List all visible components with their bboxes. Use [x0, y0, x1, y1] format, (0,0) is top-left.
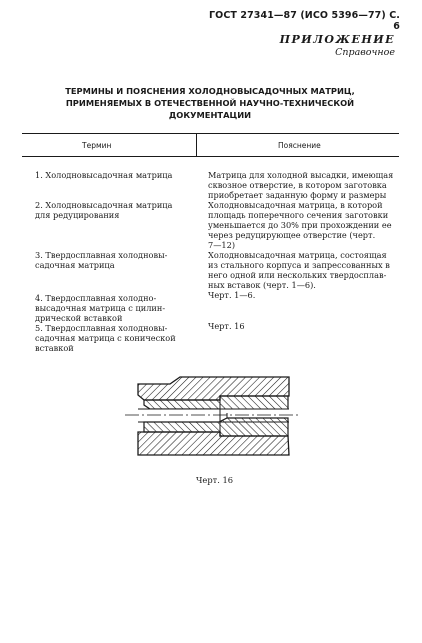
term-line: 1. Холодновысадочная матрица [35, 170, 173, 180]
term-line: садочная матрица [35, 260, 115, 270]
explanation-line: приобретает заданную форму и размеры [208, 190, 387, 200]
explanation-line: 7—12) [208, 240, 236, 250]
explanation-line: ных вставок (черт. 1—6). [208, 280, 316, 290]
explanation-line: сквозное отверстие, в котором заготовка [208, 180, 387, 190]
standard-header: ГОСТ 27341—87 (ИСО 5396—77) С. 6 [208, 10, 400, 32]
term-line: высадочная матрица с цилин- [35, 303, 166, 313]
explanation-line: площадь поперечного сечения заготовки [208, 210, 389, 220]
explanation-line: из стального корпуса и запрессованных в [208, 260, 390, 270]
explanation-line: Черт. 16 [208, 321, 245, 331]
title-line: ТЕРМИНЫ И ПОЯСНЕНИЯ ХОЛОДНОВЫСАДОЧНЫХ МАТРИЦ, [65, 86, 355, 96]
term-line: 5. Твердосплавная холодновы- [35, 323, 168, 333]
appendix-label: ПРИЛОЖЕНИЕ [279, 33, 395, 46]
column-header-term: Термин [82, 141, 112, 150]
term-line: 2. Холодновысадочная матрица [35, 200, 173, 210]
title-line: ДОКУМЕНТАЦИИ [168, 110, 252, 120]
explanation-line: него одной или нескольких твердосплав- [208, 270, 387, 280]
term-line: 4. Твердосплавная холодно- [35, 293, 157, 303]
explanation-line: через редуцирующее отверстие (черт. [208, 230, 376, 240]
explanation-line: Матрица для холодной высадки, имеющая [208, 170, 394, 180]
appendix-sublabel: Справочное [335, 47, 395, 58]
column-header-explanation: Пояснение [278, 141, 321, 150]
term-line: дрической вставкой [35, 313, 123, 323]
term-line: садочная матрица с конической [35, 333, 176, 343]
explanation-line: Черт. 1—6. [208, 290, 256, 300]
title-line: ПРИМЕНЯЕМЫХ В ОТЕЧЕСТВЕННОЙ НАУЧНО-ТЕХНИЧЕСКОЙ [65, 98, 355, 108]
figure-caption: Черт. 16 [196, 475, 234, 485]
explanation-line: Холодновысадочная матрица, состоящая [208, 250, 387, 260]
explanation-line: Холодновысадочная матрица, в которой [208, 200, 383, 210]
term-line: 3. Твердосплавная холодновы- [35, 250, 168, 260]
casing-lower-section [138, 432, 289, 455]
term-line: для редуцирования [35, 210, 120, 220]
term-line: вставкой [35, 343, 74, 353]
explanation-line: уменьшается до 30% при прохождении ее [208, 220, 392, 230]
